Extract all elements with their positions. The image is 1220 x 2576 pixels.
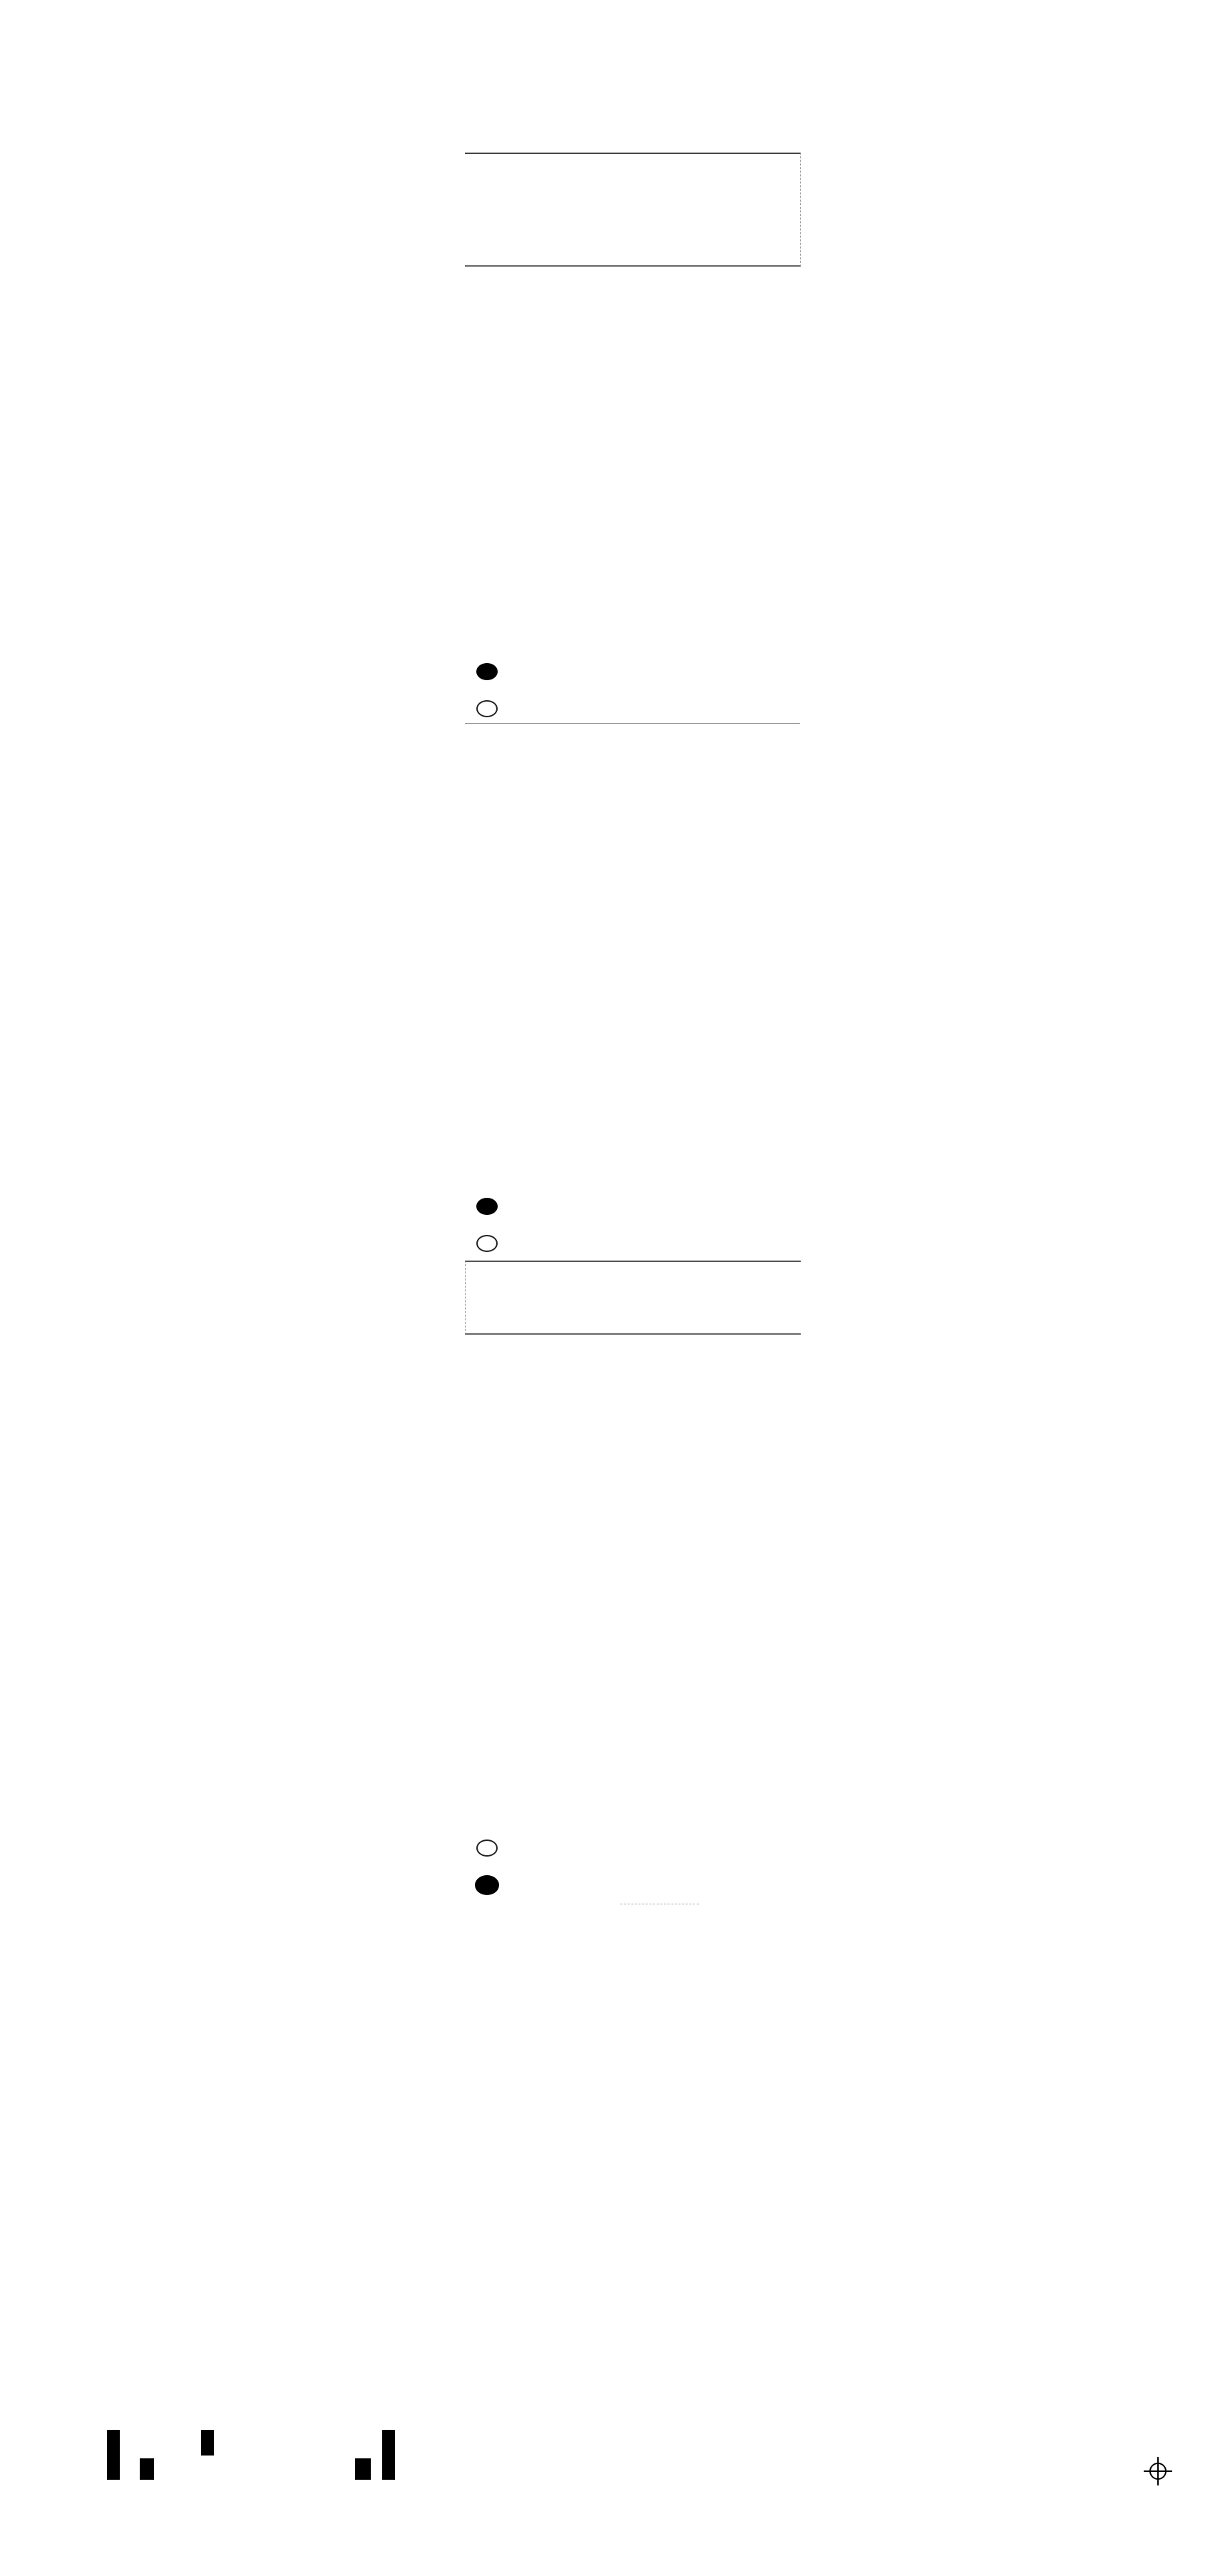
referendum-a-yes-oval[interactable] <box>476 1839 498 1857</box>
amendments-heading-box <box>465 153 801 267</box>
scan-code-mark <box>382 2430 395 2480</box>
top-timing-bar <box>0 84 1220 134</box>
scan-code-mark <box>355 2458 371 2480</box>
referendum-heading-box <box>465 1261 801 1335</box>
scan-code-mark <box>140 2458 154 2480</box>
scan-code-mark <box>107 2430 120 2480</box>
amendment-2-no-oval[interactable] <box>476 1235 498 1252</box>
crosshair-icon <box>1144 2457 1172 2485</box>
scan-code-mark <box>201 2430 214 2456</box>
amendment-2-yes-oval[interactable] <box>476 1198 498 1215</box>
amendment-1-no-oval[interactable] <box>476 700 498 717</box>
amendment-1-yes-oval[interactable] <box>476 663 498 680</box>
referendum-a-no-oval[interactable] <box>475 1875 499 1895</box>
bottom-timing-bar <box>0 2497 1220 2554</box>
divider <box>465 723 800 724</box>
